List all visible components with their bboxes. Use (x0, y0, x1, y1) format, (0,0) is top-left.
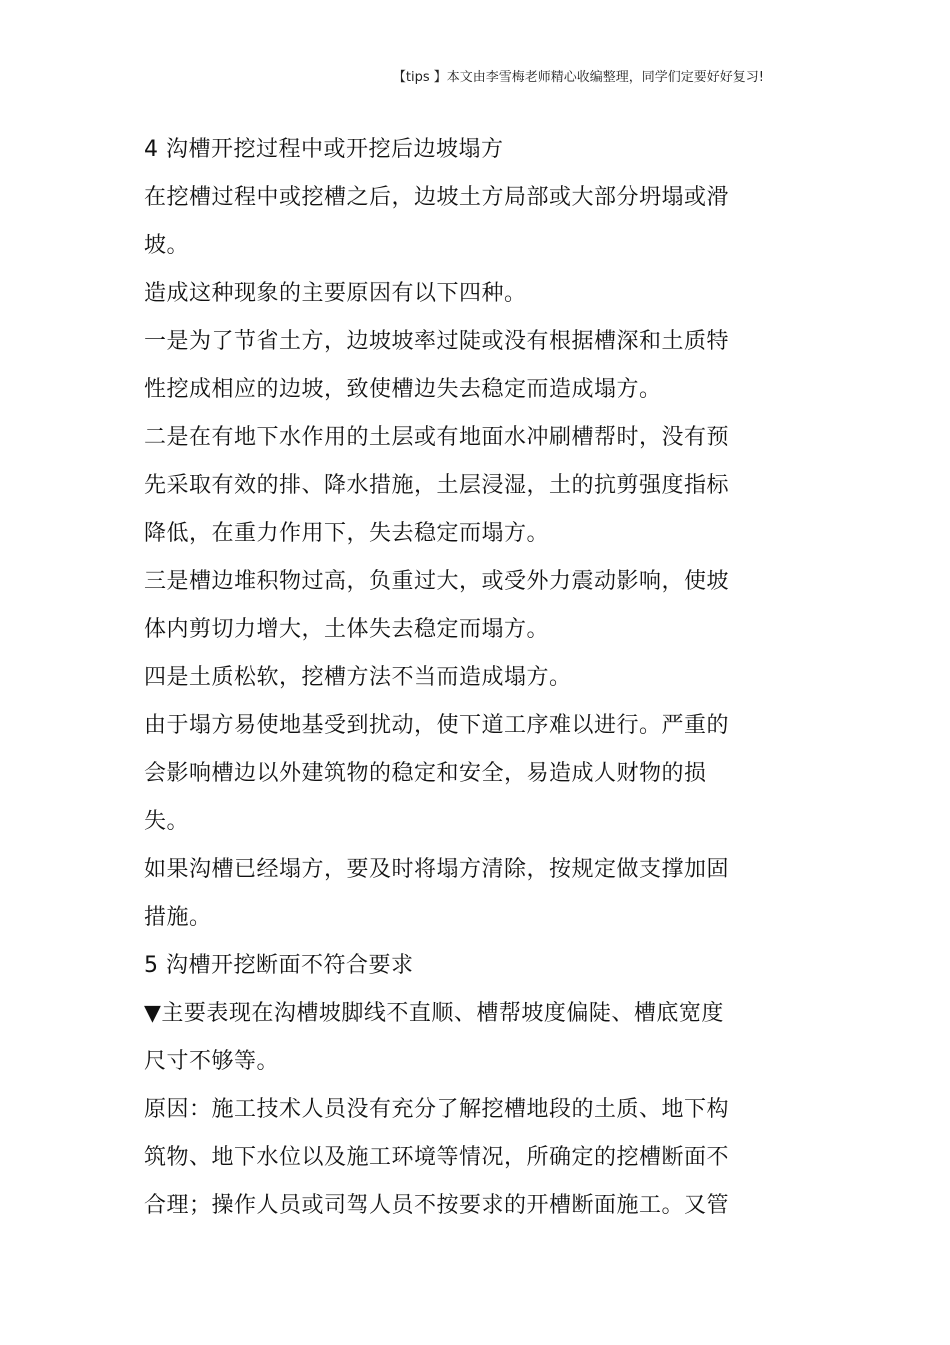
text-line: 性挖成相应的边坡，致使槽边失去稳定而造成塌方。 (144, 377, 662, 402)
text-line: ▼主要表现在沟槽坡脚线不直顺、槽帮坡度偏陡、槽底宽度 (144, 1001, 724, 1026)
text-line: 筑物、地下水位以及施工环境等情况，所确定的挖槽断面不 (144, 1145, 730, 1170)
text-line: 体内剪切力增大，土体失去稳定而塌方。 (144, 617, 550, 642)
text-line: 尺寸不够等。 (144, 1049, 280, 1074)
text-line: 合理；操作人员或司驾人员不按要求的开槽断面施工。又管 (144, 1193, 730, 1218)
text-line: 造成这种现象的主要原因有以下四种。 (144, 281, 527, 306)
text-line: 在挖槽过程中或挖槽之后，边坡土方局部或大部分坍塌或滑 (144, 185, 730, 210)
section-heading-4: 4 沟槽开挖过程中或开挖后边坡塌方 (144, 137, 504, 162)
text-line: 由于塌方易使地基受到扰动，使下道工序难以进行。严重的 (144, 713, 730, 738)
text-line: 失。 (144, 809, 190, 834)
text-line: 先采取有效的排、降水措施，土层浸湿，土的抗剪强度指标 (144, 473, 730, 498)
text-line: 坡。 (144, 233, 190, 258)
text-line: 降低，在重力作用下，失去稳定而塌方。 (144, 521, 550, 546)
text-line: 措施。 (144, 905, 212, 930)
document-body (144, 126, 744, 1230)
header-tips-note: 【tips 】本文由李雪梅老师精心收编整理，同学们定要好好复习! (392, 70, 764, 85)
text-line: 如果沟槽已经塌方，要及时将塌方清除，按规定做支撑加固 (144, 857, 730, 882)
text-line: 会影响槽边以外建筑物的稳定和安全，易造成人财物的损 (144, 761, 707, 786)
section-heading-5: 5 沟槽开挖断面不符合要求 (144, 953, 414, 978)
text-line: 原因：施工技术人员没有充分了解挖槽地段的土质、地下构 (144, 1097, 730, 1122)
text-line: 三是槽边堆积物过高，负重过大，或受外力震动影响，使坡 (144, 569, 730, 594)
text-line: 二是在有地下水作用的土层或有地面水冲刷槽帮时，没有预 (144, 425, 730, 450)
text-line: 四是土质松软，挖槽方法不当而造成塌方。 (144, 665, 572, 690)
text-line: 一是为了节省土方，边坡坡率过陡或没有根据槽深和土质特 (144, 329, 730, 354)
